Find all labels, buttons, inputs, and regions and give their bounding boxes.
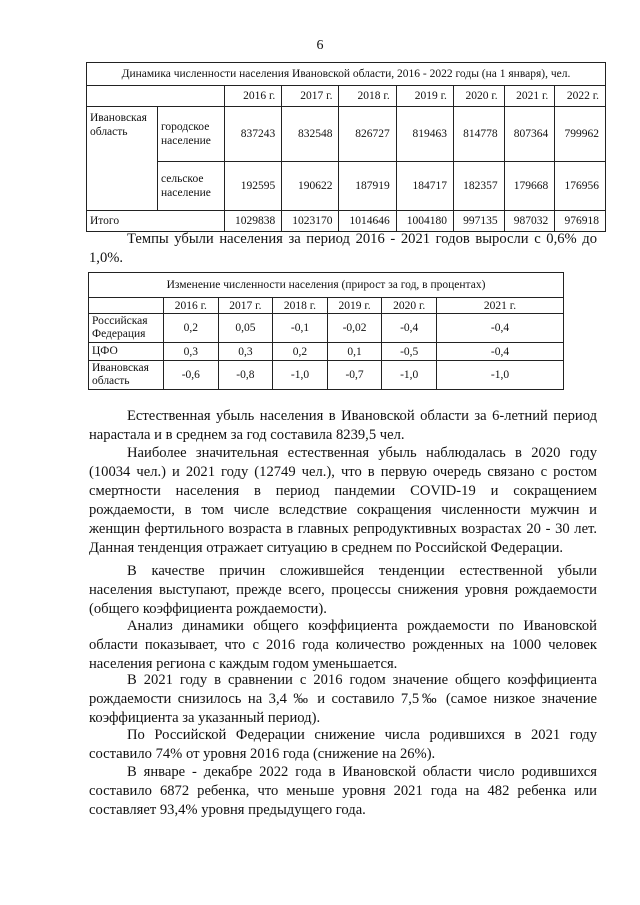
year-header: 2016 г. (225, 86, 282, 107)
page-number: 6 (316, 38, 324, 53)
table-cell: -0,02 (327, 314, 382, 343)
paragraph: В качестве причин сложившейся тенденции естественной убыли населения выступают, прежде всего, процессы снижения уровня рождаемости (общего коэффициента рождаемости). (89, 563, 597, 617)
table-cell: 814778 (453, 107, 504, 162)
year-header: 2019 г. (327, 298, 382, 314)
table-cell: 1023170 (282, 211, 339, 232)
year-header: 2020 г. (453, 86, 504, 107)
population-table (86, 62, 606, 232)
year-header: 2018 г. (339, 86, 396, 107)
year-header: 2018 г. (273, 298, 328, 314)
table-cell: -0,4 (437, 314, 564, 343)
table-cell: 832548 (282, 107, 339, 162)
table-row (89, 343, 564, 361)
table-cell: -0,4 (382, 314, 437, 343)
growth-table (88, 272, 564, 390)
table-cell: 807364 (504, 107, 555, 162)
table-cell: -1,0 (382, 361, 437, 390)
empty-header-cell (89, 298, 164, 314)
table-cell: 837243 (225, 107, 282, 162)
table-row-urban (87, 107, 606, 162)
paragraph: По Российской Федерации снижение числа родившихся в 2021 году составило 74% от уровня 2016 года (снижение на 26%). (89, 727, 597, 762)
row-label: ЦФО (89, 343, 164, 361)
year-header-row (87, 86, 606, 107)
paragraph: В январе - декабре 2022 года в Ивановской области число родившихся составило 6872 ребенка, что меньше уровня 2021 года на 482 ребенка или составляет 93,4% уровня предыдущего года. (89, 764, 597, 818)
table-caption-row (89, 273, 564, 298)
year-header: 2022 г. (555, 86, 606, 107)
table-cell: 179668 (504, 162, 555, 211)
table-cell: 0,2 (273, 343, 328, 361)
empty-header-cell (87, 86, 225, 107)
table-cell: 1004180 (396, 211, 453, 232)
year-header-row (89, 298, 564, 314)
table-caption: Динамика численности населения Ивановской области, 2016 - 2022 годы (на 1 января), чел. (87, 63, 606, 86)
table-cell: 0,3 (164, 343, 219, 361)
table-cell: 976918 (555, 211, 606, 232)
year-header: 2016 г. (164, 298, 219, 314)
year-header: 2017 г. (218, 298, 273, 314)
table-cell: -0,5 (382, 343, 437, 361)
table-cell: -1,0 (437, 361, 564, 390)
table-cell: 1014646 (339, 211, 396, 232)
year-header: 2017 г. (282, 86, 339, 107)
paragraph: Наиболее значительная естественная убыль наблюдалась в 2020 году (10034 чел.) и 2021 году (12749 чел.), что в первую очередь связано с ростом смертности населения в период пандемии COVID-19 и сокращением рождаемости, в том числе вследствие сокращения численности мужчин и женщин фертильного возраста в главных репродуктивных возрастах 20 - 30 лет. Данная тенденция отражает ситуацию в среднем по Российской Федерации. (89, 445, 597, 556)
table-cell: 997135 (453, 211, 504, 232)
table-cell: 819463 (396, 107, 453, 162)
table-cell: 799962 (555, 107, 606, 162)
table-cell: 987032 (504, 211, 555, 232)
year-header: 2021 г. (504, 86, 555, 107)
table-cell: 0,05 (218, 314, 273, 343)
table-cell: 190622 (282, 162, 339, 211)
table-cell: -0,6 (164, 361, 219, 390)
table-row (89, 361, 564, 390)
table-cell: -1,0 (273, 361, 328, 390)
paragraph-rates: Темпы убыли населения за период 2016 - 2021 годов выросли с 0,6% до 1,0%. (89, 231, 597, 266)
row-label: Российская Федерация (89, 314, 164, 343)
table-cell: 187919 (339, 162, 396, 211)
row-label: Ивановская область (89, 361, 164, 390)
table-cell: 184717 (396, 162, 453, 211)
paragraph: В 2021 году в сравнении с 2016 годом значение общего коэффициента рождаемости снизилось на 3,4 ‰ и составило 7,5‰ (самое низкое значение коэффициента за указанный период). (89, 672, 597, 726)
table-caption: Изменение численности населения (прирост за год, в процентах) (89, 273, 564, 298)
urban-label: городское население (158, 107, 225, 162)
region-label: Ивановская область (87, 107, 158, 211)
table-cell: 192595 (225, 162, 282, 211)
table-caption-row (87, 63, 606, 86)
table-row-total (87, 211, 606, 232)
table-cell: 826727 (339, 107, 396, 162)
rural-label: сельское население (158, 162, 225, 211)
table-cell: 176956 (555, 162, 606, 211)
table-cell: -0,7 (327, 361, 382, 390)
table-cell: 0,3 (218, 343, 273, 361)
table-cell: -0,1 (273, 314, 328, 343)
table-cell: 1029838 (225, 211, 282, 232)
table-cell: -0,8 (218, 361, 273, 390)
table-cell: -0,4 (437, 343, 564, 361)
table-row-rural (87, 162, 606, 211)
total-label: Итого (87, 211, 225, 232)
year-header: 2020 г. (382, 298, 437, 314)
table-cell: 0,1 (327, 343, 382, 361)
year-header: 2021 г. (437, 298, 564, 314)
year-header: 2019 г. (396, 86, 453, 107)
paragraph: Естественная убыль населения в Ивановской области за 6-летний период нарастала и в среднем за год составила 8239,5 чел. (89, 408, 597, 443)
table-cell: 182357 (453, 162, 504, 211)
paragraph: Анализ динамики общего коэффициента рождаемости по Ивановской области показывает, что с 2016 года количество рожденных на 1000 человек населения региона с каждым годом уменьшается. (89, 618, 597, 672)
table-cell: 0,2 (164, 314, 219, 343)
table-row (89, 314, 564, 343)
